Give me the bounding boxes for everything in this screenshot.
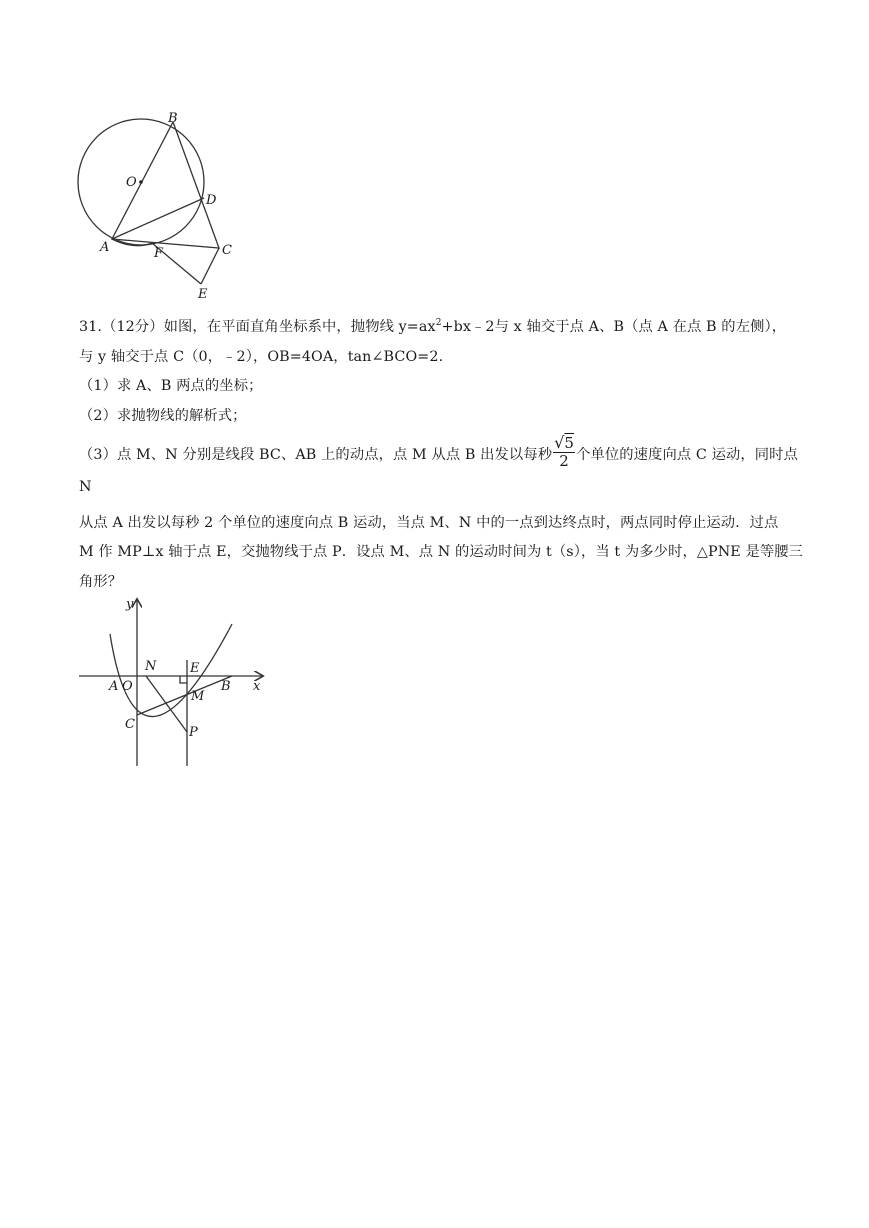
segment-ad — [112, 198, 204, 239]
segment-ce — [201, 248, 219, 284]
fraction-numerator: 5 — [564, 434, 575, 452]
problem-score: （12分） — [102, 319, 164, 335]
parabola-curve — [110, 624, 232, 717]
label-y: y — [126, 597, 134, 612]
label-o: O — [126, 175, 137, 190]
segment-bc — [137, 676, 232, 715]
label-x: x — [253, 679, 261, 694]
part-3-line-2: 从点 A 出发以每秒 2 个单位的速度向点 B 运动，当点 M、N 中的一点到达终点时，两点同时停止运动．过点 — [79, 514, 779, 531]
figure-circle — [74, 108, 244, 303]
part-3-text-a: （3）点 M、N 分别是线段 BC、AB 上的动点，点 M 从点 B 出发以每秒 — [79, 447, 553, 463]
segment-np — [146, 676, 187, 732]
label-c: C — [222, 243, 232, 258]
label-f: F — [154, 246, 164, 261]
label-e: E — [198, 287, 208, 302]
part-3-text-b: 个单位的速度向点 C 运动，同时点 N — [79, 447, 798, 495]
label-a: A — [100, 240, 110, 255]
problem-31 — [79, 313, 809, 597]
problem-number: 31. — [79, 319, 103, 335]
label-o2: O — [122, 679, 133, 694]
label-e2: E — [190, 661, 200, 676]
part-3-line-4: 角形？ — [79, 573, 123, 590]
part-1: （1）求 A、B 两点的坐标； — [79, 378, 263, 394]
fraction-denominator: 2 — [559, 452, 569, 470]
part-3-line-3: M 作 MP⊥x 轴于点 E，交抛物线于点 P．设点 M、点 N 的运动时间为 t（s），当 t 为多少时，△PNE 是等腰三 — [79, 544, 804, 560]
right-angle-mark — [180, 676, 187, 683]
figure-parabola — [74, 594, 274, 774]
part-2: （2）求抛物线的解析式； — [79, 407, 247, 424]
label-c2: C — [125, 717, 135, 732]
part-3-line-1 — [79, 433, 809, 503]
stem-line-1 — [79, 313, 809, 343]
stem-text-b: +bx﹣2与 x 轴交于点 A、B（点 A 在点 B 的左侧）， — [441, 319, 787, 335]
label-a2: A — [109, 679, 119, 694]
label-p: P — [189, 725, 198, 740]
label-m: M — [191, 689, 205, 704]
label-d: D — [206, 193, 217, 208]
label-b2: B — [221, 679, 231, 694]
stem-superscript: 2 — [435, 318, 442, 329]
label-n: N — [145, 659, 157, 674]
fraction-sqrt5-over-2: $\frac{√5}{2}$ — [554, 433, 575, 470]
stem-text-a: 如图，在平面直角坐标系中，抛物线 y=ax — [163, 319, 436, 335]
label-b: B — [168, 111, 178, 126]
stem-line-2: 与 y 轴交于点 C（0，﹣2），OB=4OA，tan∠BCO=2. — [79, 348, 444, 365]
